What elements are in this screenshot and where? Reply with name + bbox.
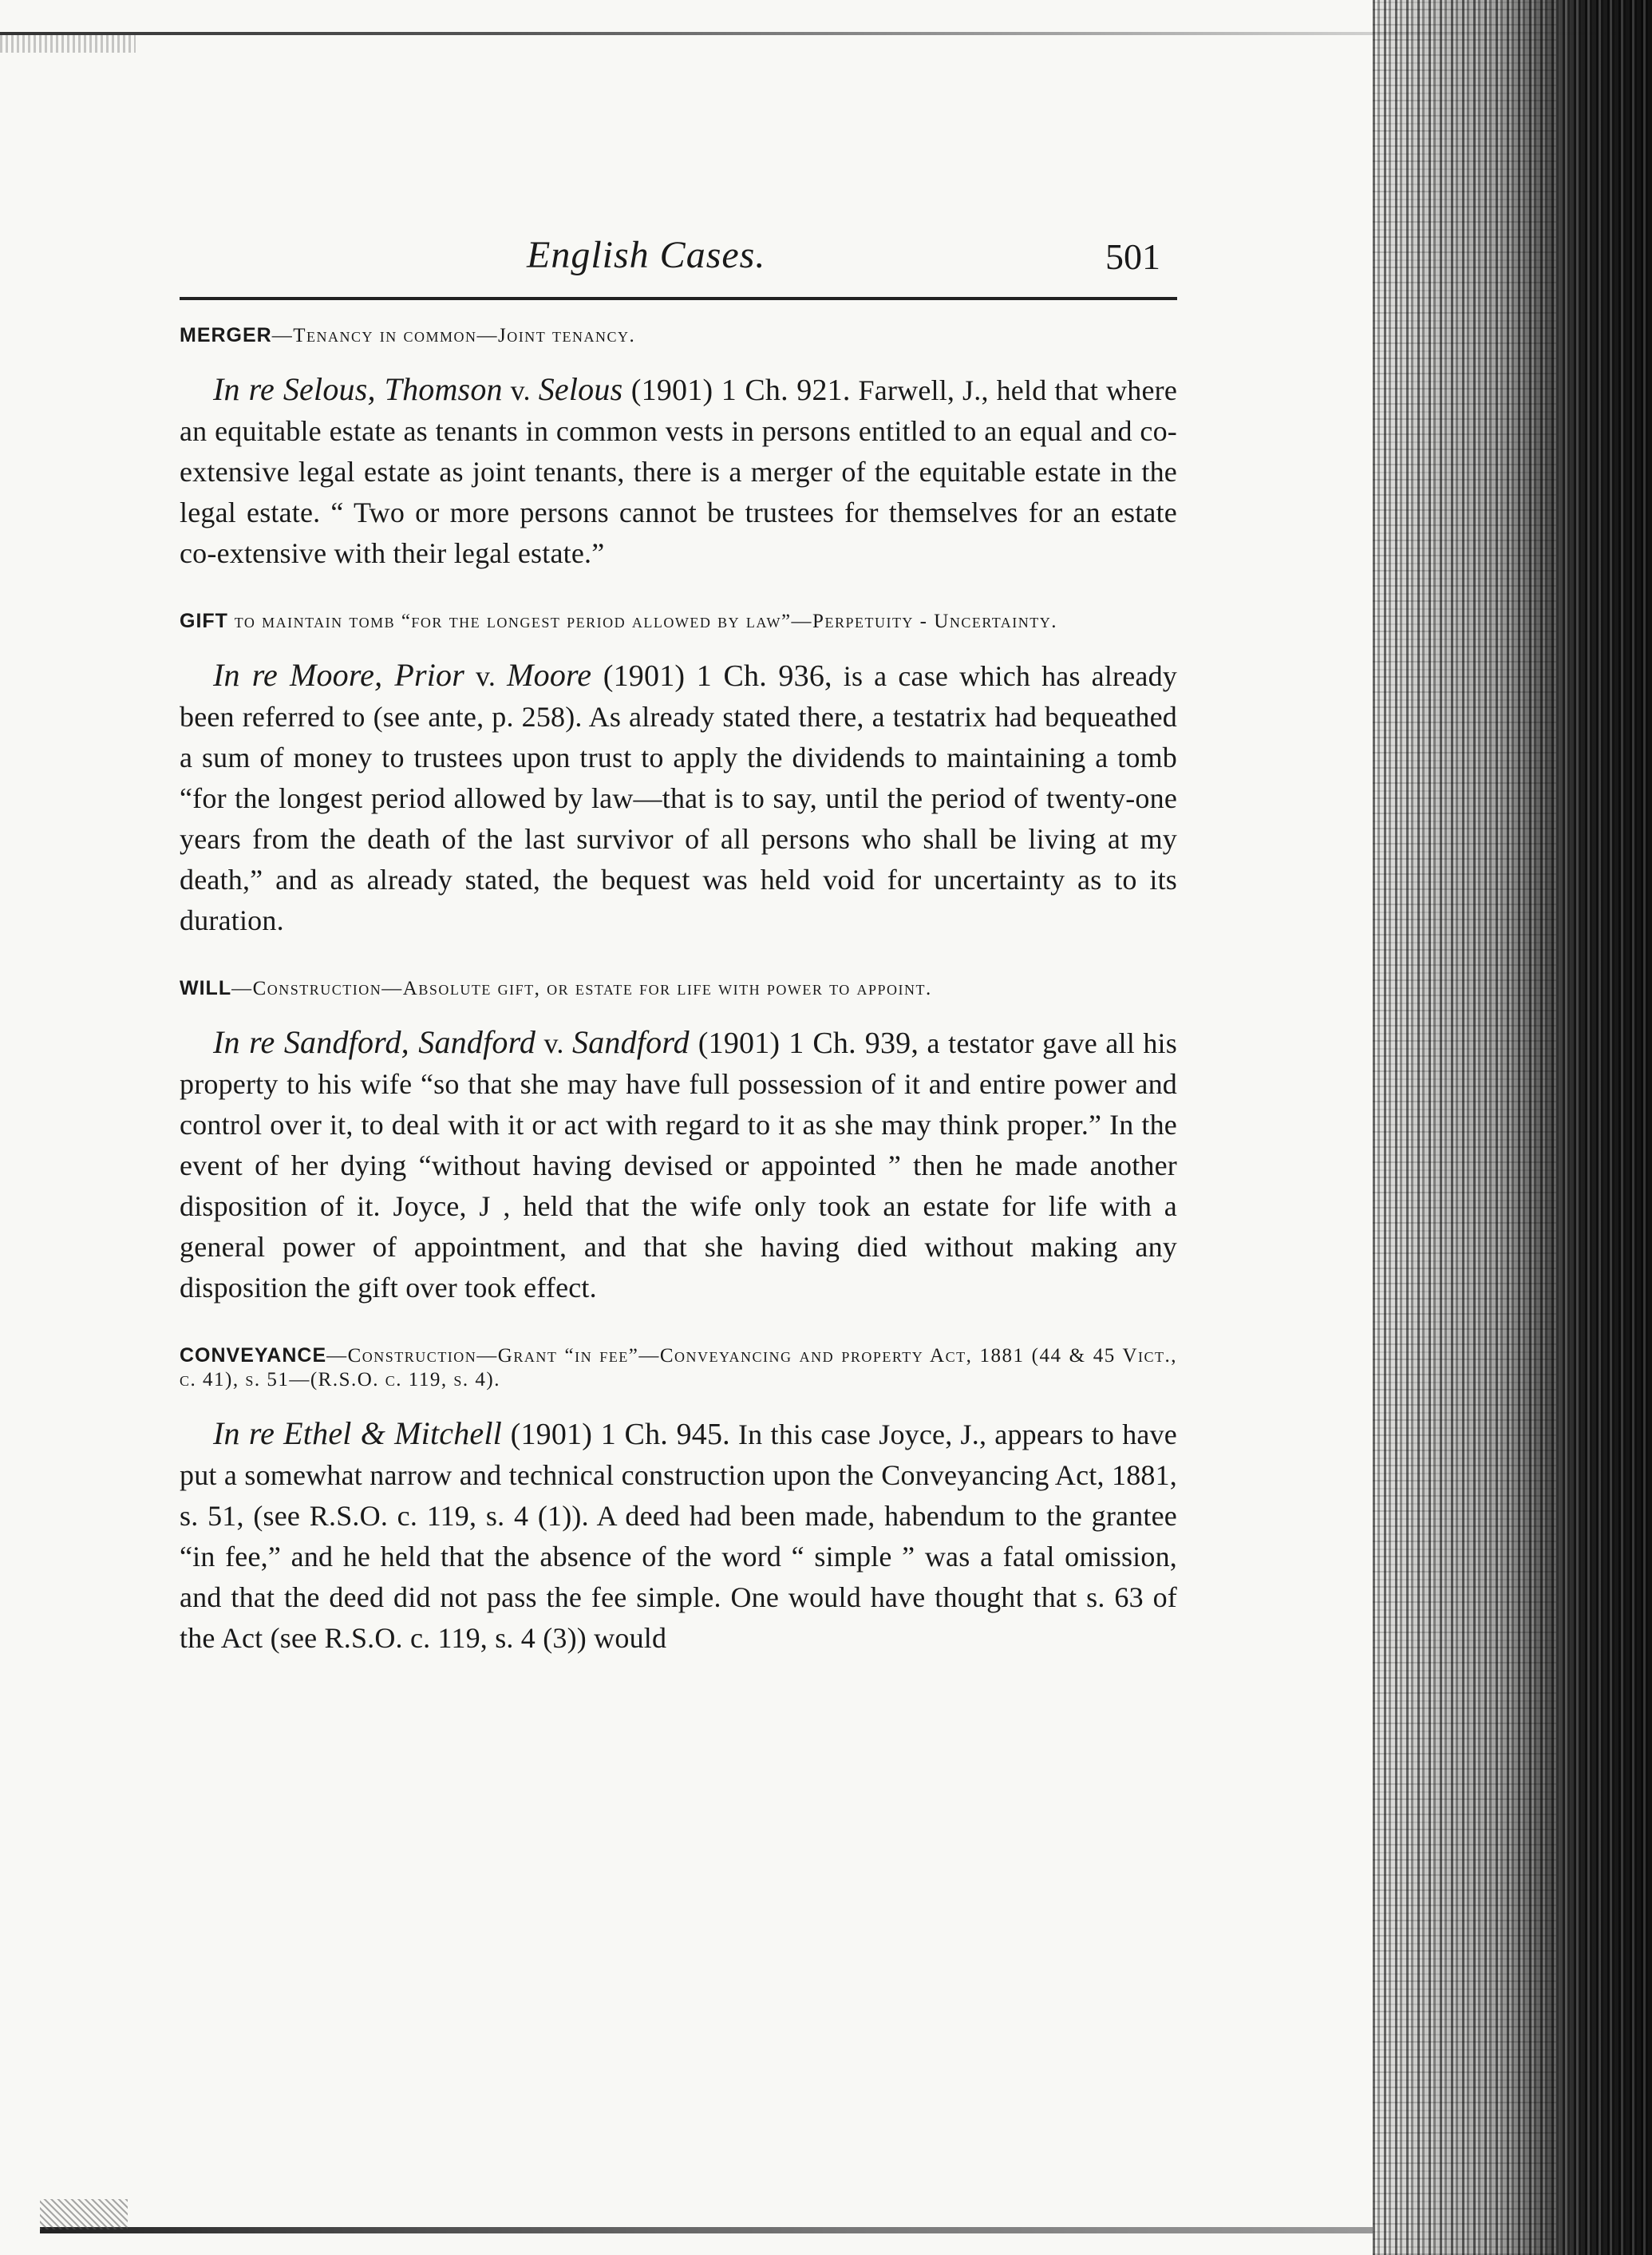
case-name: In re Moore, Prior [213, 657, 465, 693]
case-citation: (1901) 1 Ch. 921. [622, 374, 851, 407]
case-paragraph [180, 369, 1177, 574]
case-name: In re Selous, Thomson [213, 371, 503, 407]
case-name-respondent: Selous [538, 371, 623, 407]
heading-keyword: WILL [180, 977, 232, 999]
case-body: In this case Joyce, J., appears to have put a somewhat narrow and technical construction upon the Conveyancing Act, 1881, s. 51, (see R.S.O. c. 119, s. 4 (1)). A deed had been made, habendum to the grantee “in fee,” and he held that the absence of the word “ simple ” was a fatal omission, and that the deed did not pass the fee simple. One would have thought that s. 63 of the Act (see R.S.O. c. 119, s. 4 (3)) would [180, 1418, 1177, 1654]
case-body: a testator gave all his property to his wife “so that she may have full possession of it and entire power and control over it, to deal with it or act with regard to it as she may think proper.” In the event of her dying “without having devised or appointed ” then he made another disposition of it. Joyce, J , held that the wife only took an estate for life with a general power of appointment, and that she having died without making any disposition the gift over took effect. [180, 1027, 1177, 1304]
case-paragraph [180, 655, 1177, 941]
heading-keyword: MERGER [180, 324, 272, 346]
case-paragraph [180, 1022, 1177, 1308]
case-citation: (1901) 1 Ch. 936, [591, 659, 832, 693]
case-section-merger [180, 323, 1177, 574]
case-body: Farwell, J., held that where an equitable estate as tenants in common vests in persons entitled to an equal and co-extensive legal estate as joint tenants, there is a merger of the equitable estate in the legal estate. “ Two or more persons cannot be trustees for themselves for an estate co-extensive with their legal estate.” [180, 374, 1178, 569]
heading-keyword: CONVEYANCE [180, 1344, 327, 1367]
case-paragraph [180, 1413, 1177, 1659]
scan-smudge [0, 35, 136, 53]
page-body [180, 323, 1177, 1694]
header-rule [180, 297, 1177, 300]
case-section-gift [180, 609, 1177, 941]
case-citation: (1901) 1 Ch. 939, [689, 1027, 919, 1060]
case-citation: (1901) 1 Ch. 945. [502, 1418, 730, 1451]
page-number: 501 [1105, 236, 1160, 277]
case-section-will [180, 976, 1177, 1308]
section-heading [180, 323, 1177, 348]
case-versus: v. [502, 374, 539, 406]
case-section-conveyance [180, 1343, 1177, 1659]
heading-keyword: GIFT [180, 610, 228, 632]
case-versus: v. [536, 1027, 573, 1059]
case-body: is a case which has already been referred to (see ante, p. 258). As already stated there, a testatrix had bequeathed a sum of money to trustees upon trust to apply the dividends to maintaining a tomb “for the longest period allowed by law—that is to say, until the period of twenty-one years from the death of the last survivor of all persons who shall be living at my death,” and as already stated, the bequest was held void for uncertainty as to its duration. [180, 660, 1177, 936]
case-name-respondent: Sandford [572, 1024, 690, 1060]
case-versus: v. [464, 660, 508, 692]
case-name: In re Sandford, Sandford [213, 1024, 536, 1060]
heading-subject: —Construction—Grant “in fee”—Conveyancing and property Act, 1881 (44 & 45 Vict., c. 41), s. 51—(R.S.O. c. 119, s. 4). [180, 1345, 1177, 1391]
section-heading [180, 976, 1177, 1001]
case-name-respondent: Moore [507, 657, 592, 693]
section-heading [180, 609, 1177, 634]
section-heading [180, 1343, 1177, 1392]
running-title: English Cases. [527, 234, 766, 276]
case-name: In re Ethel & Mitchell [213, 1415, 502, 1451]
scan-bottom-smudge [40, 2199, 128, 2229]
heading-subject: —Construction—Absolute gift, or estate for life with power to appoint. [231, 978, 932, 999]
spine-texture [1373, 0, 1556, 2255]
heading-subject: —Tenancy in common—Joint tenancy. [271, 325, 636, 346]
heading-subject: to maintain tomb “for the longest period allowed by law”—Perpetuity - Uncertainty. [227, 611, 1058, 632]
scan-bottom-edge [40, 2227, 1373, 2233]
